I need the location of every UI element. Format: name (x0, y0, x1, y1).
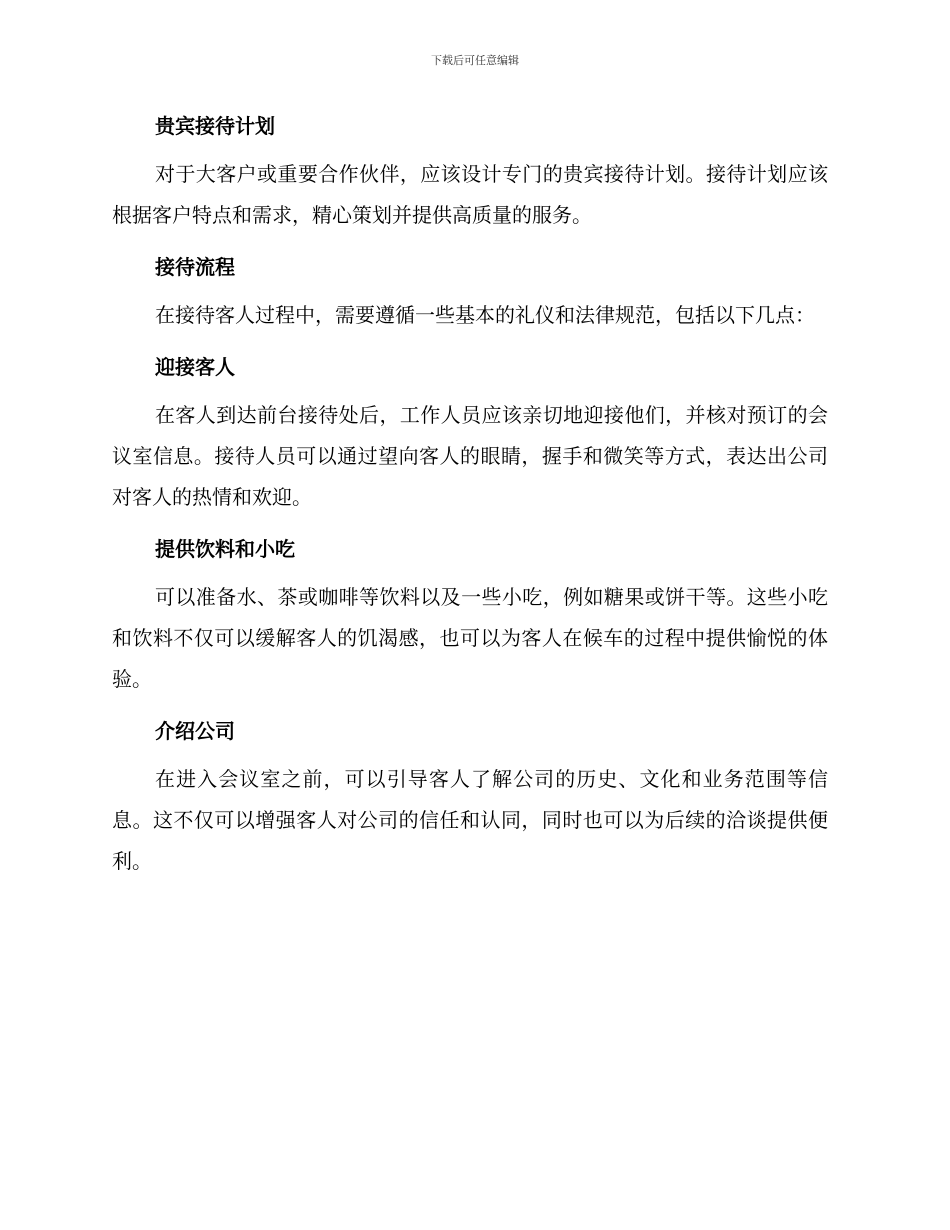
section-paragraph-vip-plan: 对于大客户或重要合作伙伴，应该设计专门的贵宾接待计划。接待计划应该根据客户特点和需求，精心策划并提供高质量的服务。 (112, 162, 828, 227)
page-header: 下载后可任意编辑 (431, 54, 519, 67)
section-paragraph-company-intro: 在进入会议室之前，可以引导客人了解公司的历史、文化和业务范围等信息。这不仅可以增强客人对公司的信任和认同，同时也可以为后续的洽谈提供便利。 (112, 767, 828, 873)
section-paragraph-reception-process: 在接待客人过程中，需要遵循一些基本的礼仪和法律规范，包括以下几点： (155, 303, 815, 327)
section-heading-company-intro: 介绍公司 (155, 719, 235, 743)
section-heading-reception-process: 接待流程 (155, 255, 235, 279)
section-paragraph-greet-guests: 在客人到达前台接待处后，工作人员应该亲切地迎接他们，并核对预订的会议室信息。接待人员可以通过望向客人的眼睛，握手和微笑等方式，表达出公司对客人的热情和欢迎。 (112, 403, 828, 509)
section-heading-refreshments: 提供饮料和小吃 (155, 537, 295, 561)
section-paragraph-refreshments: 可以准备水、茶或咖啡等饮料以及一些小吃，例如糖果或饼干等。这些小吃和饮料不仅可以缓解客人的饥渴感，也可以为客人在候车的过程中提供愉悦的体验。 (112, 585, 828, 691)
section-heading-greet-guests: 迎接客人 (155, 355, 235, 379)
section-heading-vip-plan: 贵宾接待计划 (155, 114, 275, 138)
document-body (112, 106, 828, 893)
